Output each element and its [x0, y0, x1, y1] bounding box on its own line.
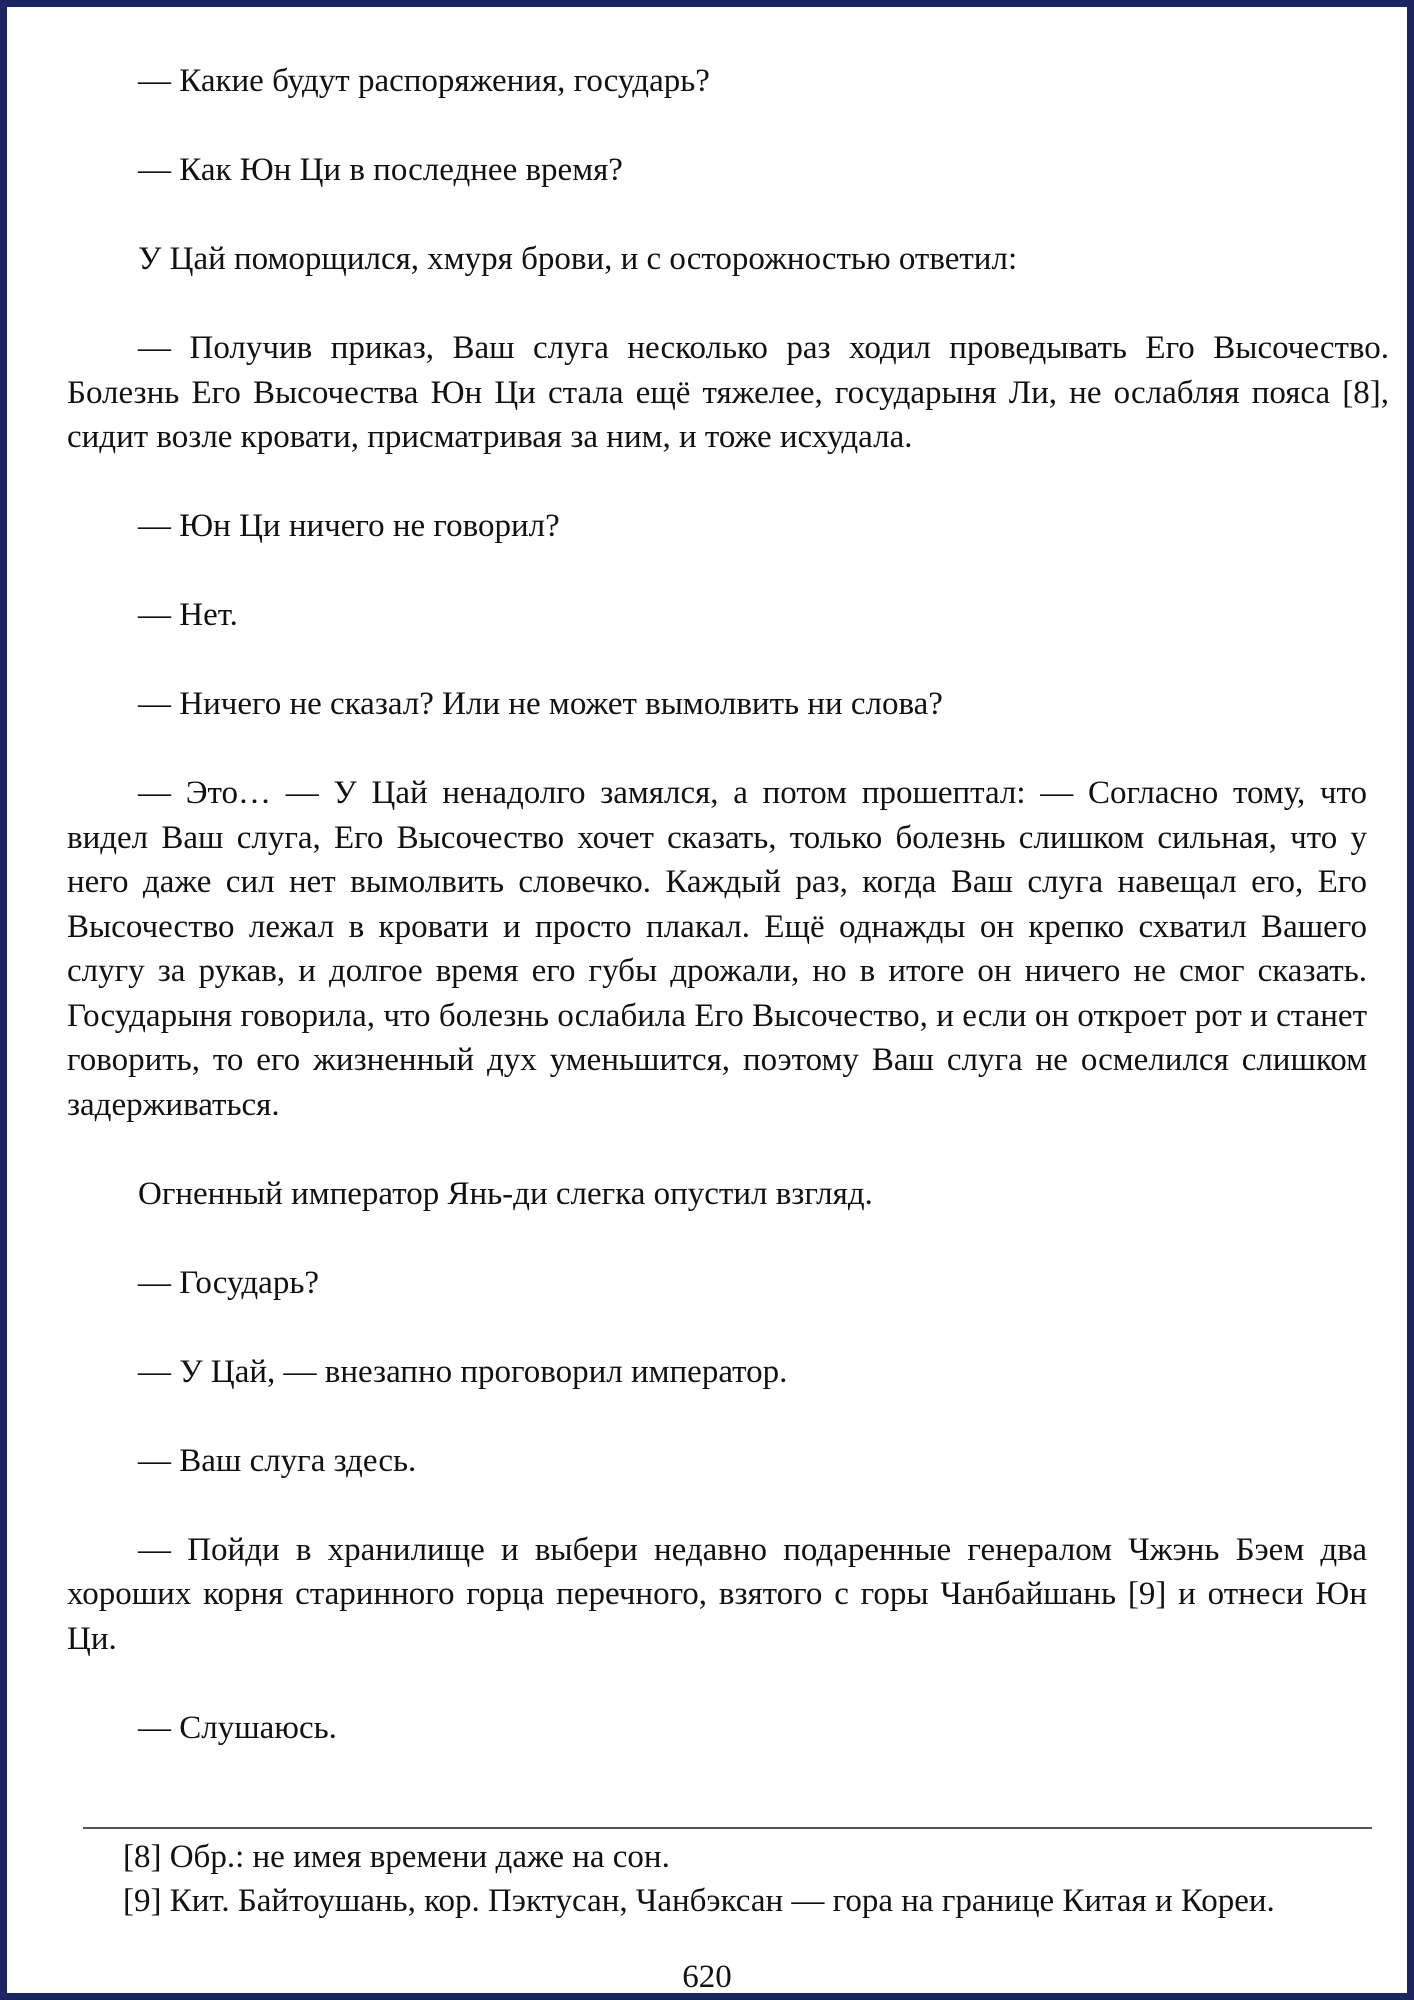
footnote-8: [8] Обр.: не имея времени даже на сон. — [123, 1839, 670, 1875]
page-number: 620 — [682, 1959, 732, 1995]
footnote-divider — [83, 1827, 1372, 1829]
paragraph-8: — Это… — У Цай ненадолго замялся, а потом прошептал: — Согласно тому, что видел Ваш слуга, Его Высочество хочет сказать, только болезнь слишком сильная, что у него даже сил нет вымолвить словечко. Каждый раз, когда Ваш слуга навещал его, Его Высочество лежал в кровати и просто плакал. Ещё однажды он крепко схватил Вашего слугу за рукав, и долгое время его губы дрожали, но в итоге он ничего не смог сказать. Государыня говорила, что болезнь ослабила Его Высочество, и если он откроет рот и станет говорить, то его жизненный дух уменьшится, поэтому Ваш слуга не осмелился слишком задерживаться. — [67, 775, 1367, 1123]
footnotes — [53, 1835, 1373, 1923]
footnote-9: [9] Кит. Байтоушань, кор. Пэктусан, Чанбэксан — гора на границе Китая и Кореи. — [123, 1883, 1275, 1919]
paragraph-10: — Государь? — [138, 1264, 320, 1301]
paragraph-7: — Ничего не сказал? Или не может вымолвить ни слова? — [138, 686, 943, 722]
paragraph-2: — Как Юн Ци в последнее время? — [138, 152, 623, 188]
paragraph-11: — У Цай, — внезапно проговорил император. — [138, 1353, 788, 1390]
paragraph-1: — Какие будут распоряжения, государь? — [138, 63, 710, 99]
paragraph-13: — Пойди в хранилище и выбери недавно подаренные генералом Чжэнь Бэем два хороших корня старинного горца перечного, взятого с горы Чанбайшань [9] и отнеси Юн Ци. — [67, 1531, 1367, 1657]
paragraph-12: — Ваш слуга здесь. — [138, 1442, 417, 1479]
paragraph-14: — Слушаюсь. — [138, 1709, 337, 1746]
paragraph-9: Огненный император Янь-ди слегка опустил взгляд. — [138, 1175, 873, 1212]
paragraph-4: — Получив приказ, Ваш слуга несколько раз ходил проведывать Его Высочество. Болезнь Его Высочества Юн Ци стала ещё тяжелее, государыня Ли, не ослабляя пояса [8], сидит возле кровати, присматривая за ним, и тоже исхудала. — [67, 330, 1389, 455]
body-text — [67, 59, 1389, 1750]
paragraph-5: — Юн Ци ничего не говорил? — [138, 508, 560, 544]
paragraph-3: У Цай поморщился, хмуря брови, и с осторожностью ответил: — [138, 241, 1018, 277]
paragraph-6: — Нет. — [138, 597, 238, 633]
